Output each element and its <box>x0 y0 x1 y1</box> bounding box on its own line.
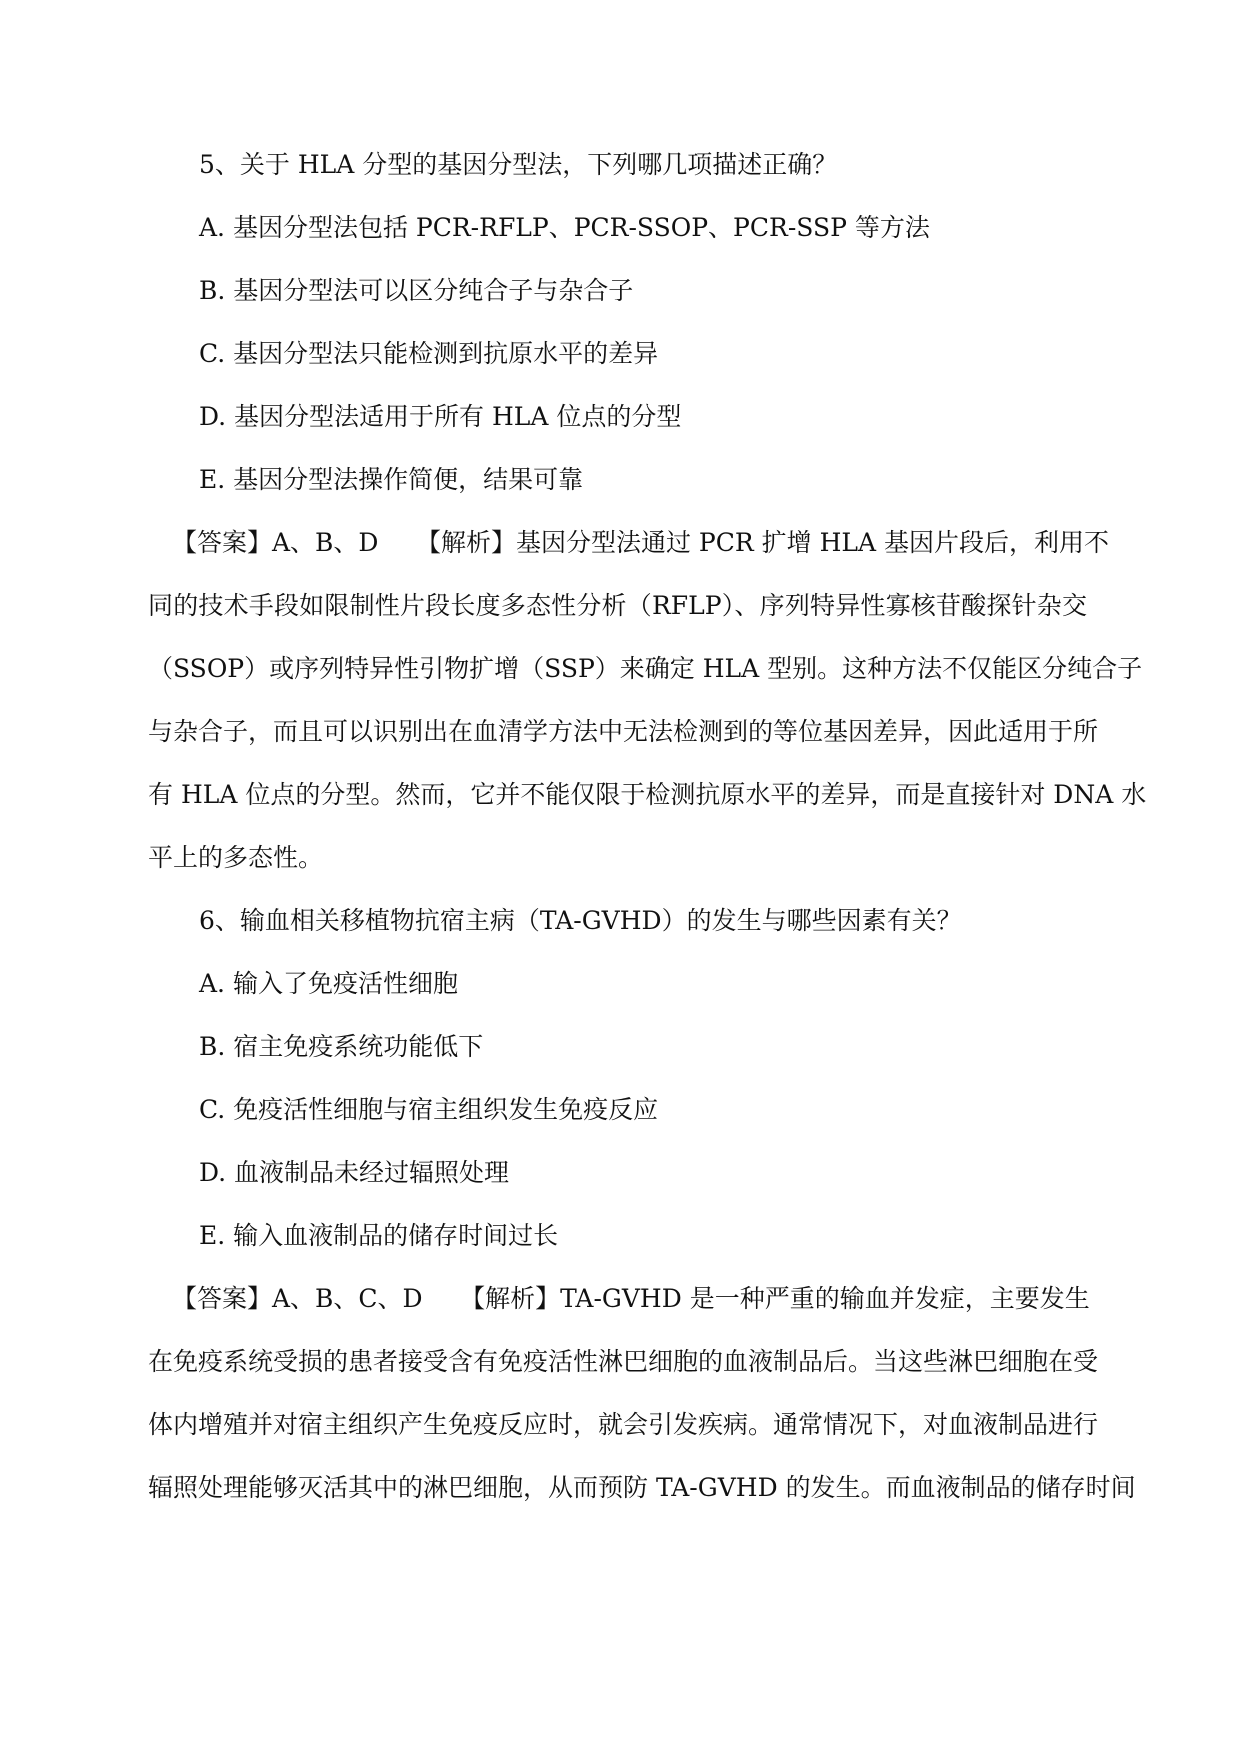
q6-explanation-line-2: 在免疫系统受损的患者接受含有免疫活性淋巴细胞的血液制品后。当这些淋巴细胞在受 <box>148 1347 1099 1376</box>
q6-option-e: E. 输入血液制品的储存时间过长 <box>199 1221 559 1250</box>
q5-explanation-line-4: 与杂合子，而且可以识别出在血清学方法中无法检测到的等位基因差异，因此适用于所 <box>148 717 1099 746</box>
q5-explanation-line-1: 【答案】A、B、D 【解析】基因分型法通过 PCR 扩增 HLA 基因片段后，利用不 <box>172 528 1109 557</box>
q5-option-d: D. 基因分型法适用于所有 HLA 位点的分型 <box>199 402 682 431</box>
q6-explanation-line-3: 体内增殖并对宿主组织产生免疫反应时，就会引发疾病。通常情况下，对血液制品进行 <box>148 1410 1099 1439</box>
q5-option-a: A. 基因分型法包括 PCR-RFLP、PCR-SSOP、PCR-SSP 等方法 <box>199 213 930 242</box>
question-6: 6、输血相关移植物抗宿主病（TA-GVHD）的发生与哪些因素有关？ <box>199 906 962 935</box>
q5-explanation-line-2: 同的技术手段如限制性片段长度多态性分析（RFLP）、序列特异性寡核苷酸探针杂交 <box>148 591 1087 620</box>
q5-option-e: E. 基因分型法操作简便，结果可靠 <box>199 465 584 494</box>
question-5: 5、关于 HLA 分型的基因分型法，下列哪几项描述正确？ <box>199 150 838 179</box>
q6-option-b: B. 宿主免疫系统功能低下 <box>199 1032 484 1061</box>
q6-option-d: D. 血液制品未经过辐照处理 <box>199 1158 510 1187</box>
q5-option-b: B. 基因分型法可以区分纯合子与杂合子 <box>199 276 634 305</box>
q5-explanation-line-6: 平上的多态性。 <box>148 843 324 872</box>
q6-explanation-line-1: 【答案】A、B、C、D 【解析】TA-GVHD 是一种严重的输血并发症，主要发生 <box>172 1284 1090 1313</box>
q6-explanation-line-4: 辐照处理能够灭活其中的淋巴细胞，从而预防 TA-GVHD 的发生。而血液制品的储存时间 <box>148 1473 1136 1502</box>
q5-explanation-line-3: （SSOP）或序列特异性引物扩增（SSP）来确定 HLA 型别。这种方法不仅能区分纯合子 <box>148 654 1143 683</box>
q6-option-c: C. 免疫活性细胞与宿主组织发生免疫反应 <box>199 1095 659 1124</box>
q5-option-c: C. 基因分型法只能检测到抗原水平的差异 <box>199 339 659 368</box>
q5-explanation-line-5: 有 HLA 位点的分型。然而，它并不能仅限于检测抗原水平的差异，而是直接针对 DNA 水 <box>148 780 1147 809</box>
q6-option-a: A. 输入了免疫活性细胞 <box>199 969 458 998</box>
